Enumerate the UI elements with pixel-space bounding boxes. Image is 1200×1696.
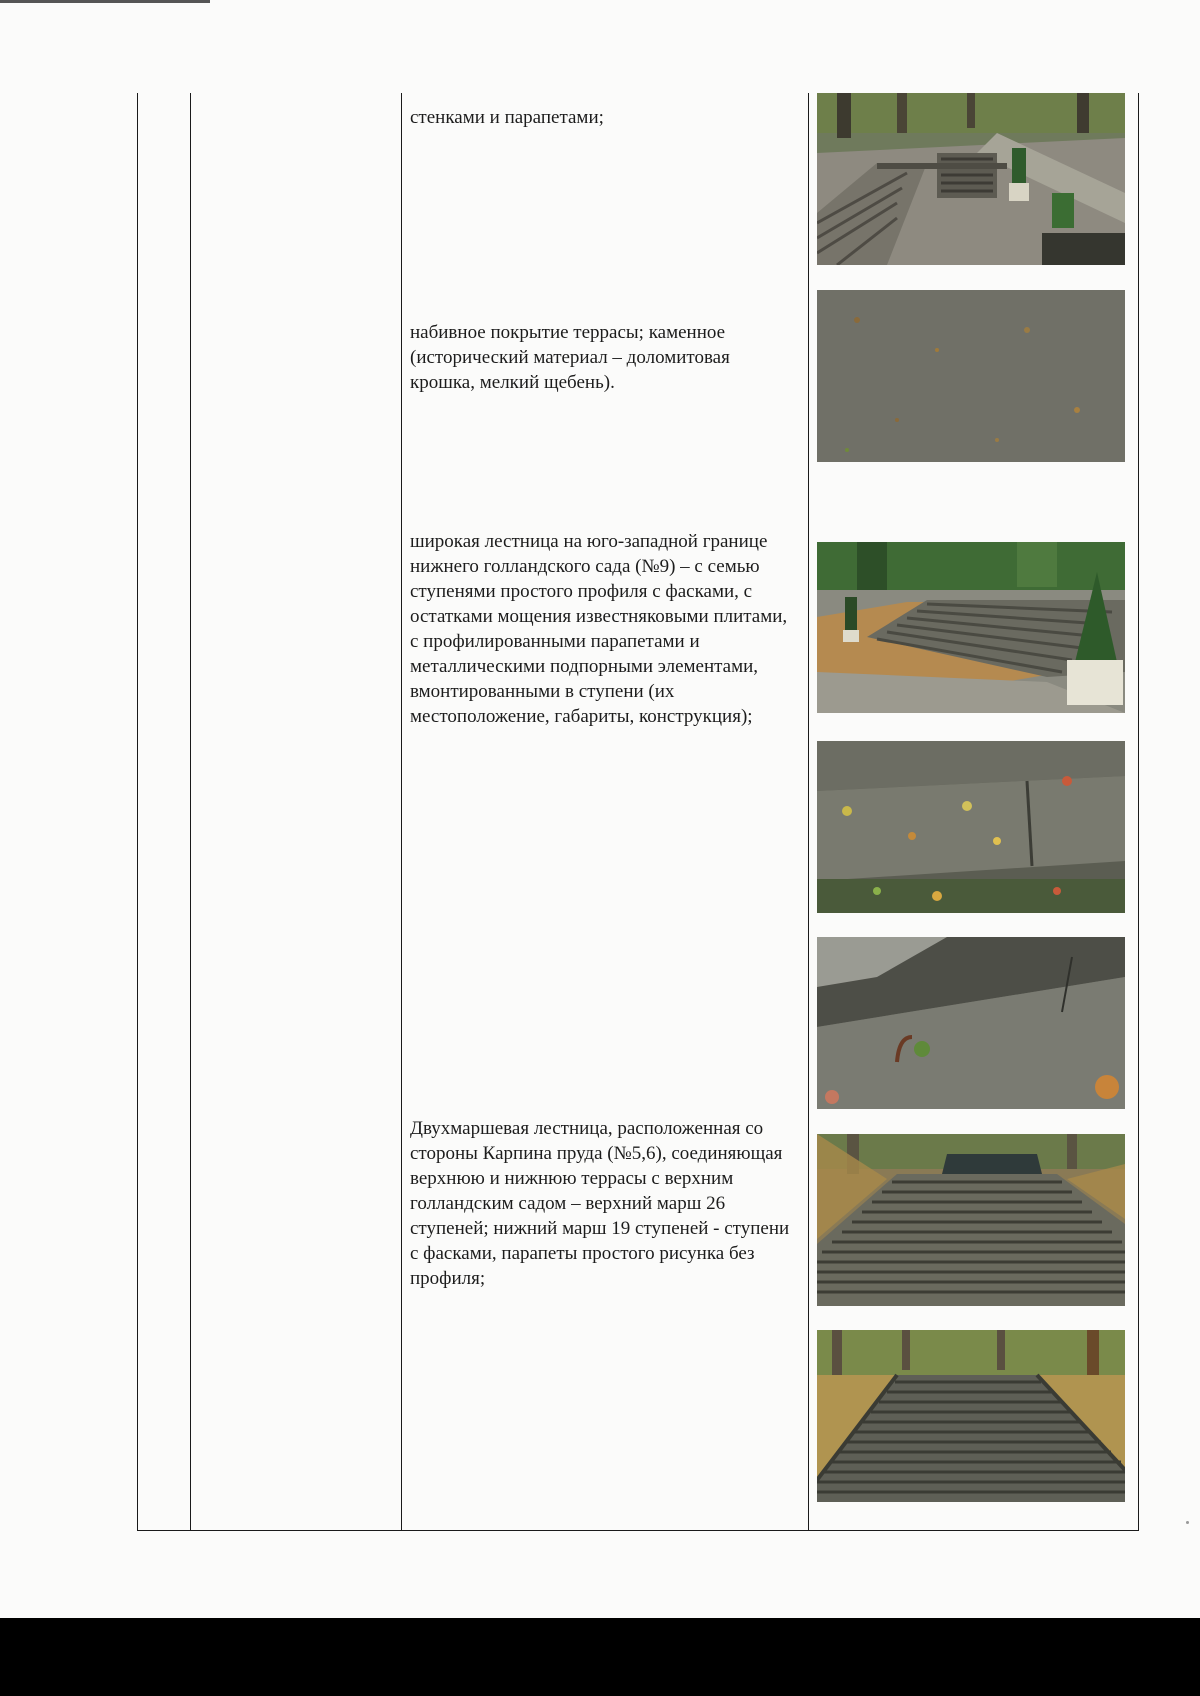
description-table [137,93,1139,1531]
photo-gravel-surface [817,290,1125,462]
scan-edge-mark [0,0,210,3]
row-text-wide-staircase: широкая лестница на юго-западной границе нижнего голландского сада (№9) – с семью ступенями простого профиля с фасками, с остатками мощения известняковыми плитами, с профилированными парапетами и металлическими подпорными элементами, вмонтированными в ступени (их местоположение, габариты, конструкция); [410,531,788,727]
photo-double-flight-upper [817,1134,1125,1306]
row-text-walls: стенками и парапетами; [410,107,604,128]
photo-terrace-stairs-parapet [817,93,1125,265]
photo-step-metal-support [817,937,1125,1109]
row-text-surface: набивное покрытие террасы; каменное (исторический материал – доломитовая крошка, мелкий щебень). [410,322,730,393]
column-divider [808,93,809,1530]
column-divider [190,93,191,1530]
scan-speck [1186,1521,1189,1524]
column-divider [401,93,402,1530]
photo-step-closeup-leaves [817,741,1125,913]
row-text-double-flight-staircase: Двухмаршевая лестница, расположенная со стороны Карпина пруда (№5,6), соединяющая верхнюю и нижнюю террасы с верхним голландским садом – верхний марш 26 ступеней; нижний марш 19 ступеней - ступени с фасками, парапеты простого рисунка без профиля; [410,1118,790,1289]
photo-double-flight-lower [817,1330,1125,1502]
scan-bottom-band [0,1618,1200,1696]
photo-wide-staircase [817,542,1125,713]
